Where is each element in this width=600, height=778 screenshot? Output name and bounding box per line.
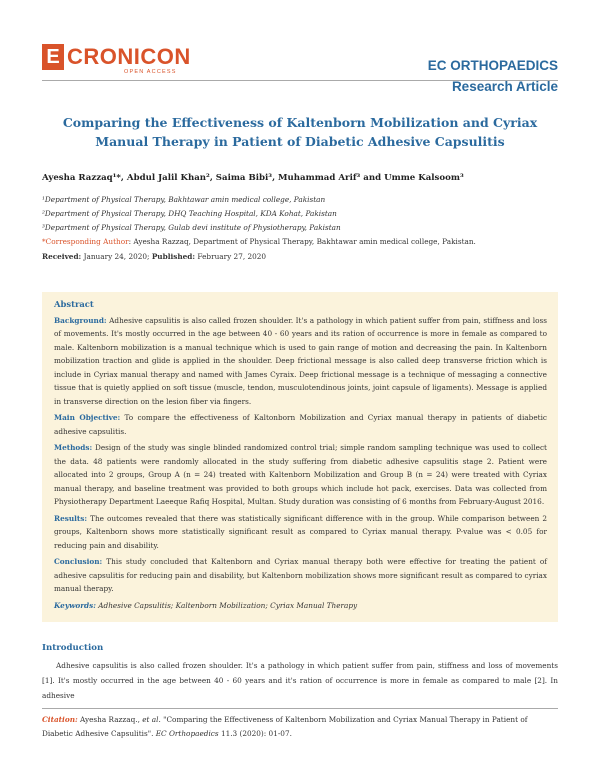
keywords-text: Adhesive Capsulitis; Kaltenborn Mobilization; Cyriax Manual Therapy bbox=[95, 600, 358, 610]
abstract-keywords bbox=[54, 599, 547, 613]
conclusion-label: Conclusion: bbox=[54, 557, 103, 566]
results-text: The outcomes revealed that there was statistically significant difference with in the group. While comparison between 2 groups, Kaltenborn shows more statistically significant result as compared to Cyriax manual therapy. P-value was < 0.05 for reducing pain and disability. bbox=[54, 513, 547, 550]
received-date: January 24, 2020; bbox=[81, 252, 150, 261]
abstract-background bbox=[54, 314, 547, 409]
introduction-heading: Introduction bbox=[42, 643, 104, 653]
abstract-results bbox=[54, 512, 547, 553]
logo-letter: E bbox=[42, 44, 64, 70]
author-list: Ayesha Razzaq¹*, Abdul Jalil Khan², Saima Bibi³, Muhammad Arif³ and Umme Kalsoom³ bbox=[42, 173, 464, 183]
affiliation-1: ¹Department of Physical Therapy, Bakhtawar amin medical college, Pakistan bbox=[42, 195, 326, 204]
objective-label: Main Objective: bbox=[54, 413, 121, 422]
keywords-label: Keywords: bbox=[54, 600, 96, 610]
abstract-heading: Abstract bbox=[54, 299, 94, 309]
affiliation-3: ³Department of Physical Therapy, Gulab devi institute of Physiotherapy, Pakistan bbox=[42, 223, 341, 232]
journal-name: EC ORTHOPAEDICS bbox=[427, 58, 558, 73]
published-label: Published: bbox=[151, 252, 196, 261]
article-type: Research Article bbox=[451, 79, 558, 94]
citation-text: "Comparing the Effectiveness of Kaltenborn Mobilization and Cyriax Manual Therapy in Patient of Diabetic Adhesive Capsulitis". bbox=[42, 715, 528, 738]
citation-journal: EC Orthopaedics bbox=[155, 728, 219, 738]
cronicon-logo bbox=[42, 44, 192, 74]
results-label: Results: bbox=[54, 513, 88, 523]
abstract-box bbox=[42, 292, 558, 622]
affiliation-2: ²Department of Physical Therapy, DHQ Teaching Hospital, KDA Kohat, Pakistan bbox=[42, 209, 337, 218]
published-date: February 27, 2020 bbox=[195, 252, 267, 261]
abstract-conclusion bbox=[54, 555, 547, 596]
paper-title: Comparing the Effectiveness of Kaltenborn Mobilization and Cyriax Manual Therapy in Patient of Diabetic Adhesive Capsulitis bbox=[62, 115, 538, 149]
abstract-objective bbox=[54, 411, 547, 438]
footer-divider bbox=[42, 708, 558, 709]
conclusion-text: This study concluded that Kaltenborn and Cyriax manual therapy both were effective for treating the patient of adhesive capsulitis for reducing pain and disability, but Kaltenborn mobilization shows more significant result as compared to cyriax manual therapy. bbox=[54, 557, 547, 593]
methods-label: Methods: bbox=[54, 443, 93, 452]
background-label: Background: bbox=[54, 315, 107, 325]
publication-dates bbox=[42, 252, 266, 261]
corresponding-text: : Ayesha Razzaq, Department of Physical Therapy, Bakhtawar amin medical college, Pakistan. bbox=[128, 237, 476, 246]
objective-text: To compare the effectiveness of Kaltonborn Mobilization and Cyriax manual therapy in patients of diabetic adhesive capsulitis. bbox=[54, 413, 548, 436]
introduction-text: Adhesive capsulitis is also called frozen shoulder. It's a pathology in which patient suffer from pain, stiffness and loss of movements [1]. It's mostly occurred in the age between 40 - 60 years and it's ration of occurrence is more in female as compared to male [2]. In adhesive bbox=[42, 661, 558, 700]
logo-subtitle: OPEN ACCESS bbox=[124, 69, 177, 75]
citation-author: Ayesha Razzaq., bbox=[77, 715, 143, 724]
citation-label: Citation: bbox=[42, 715, 78, 724]
background-text: Adhesive capsulitis is also called frozen shoulder. It's a pathology in which patient suffer from pain, stiffness and loss of movements. It's mostly occurred in the age between 40 - 60 years and its ration of occurrence is more in female as compared to male. Kaltenborn mobilization is a manual technique which is used to gain range of motion and decreasing the pain. In Kaltenborn mobilization traction and glide is applied in the shoulder. Deep frictional message is also called deep transverse friction which is include in Cyriax manual therapy and named with James Cyraix. Deep frictional message is a technique of messaging a connective tissue that is quietly applied on soft tissue (muscle, tendon, musculotendinous joints, joint capsule of ligaments). Message is applied in transverse direction on the lesion fiber via fingers. bbox=[54, 315, 547, 406]
abstract-methods bbox=[54, 441, 547, 509]
corresponding-label: *Corresponding Author bbox=[42, 237, 129, 246]
received-label: Received: bbox=[42, 252, 82, 261]
citation-volume: 11.3 (2020): 01-07. bbox=[218, 728, 292, 738]
logo-word: CRONICON bbox=[67, 44, 191, 69]
corresponding-author bbox=[42, 237, 476, 246]
citation bbox=[42, 713, 558, 740]
citation-etal: et al. bbox=[142, 715, 161, 724]
methods-text: Design of the study was single blinded randomized control trial; simple random sampling technique was used to collect the data. 48 patients were randomly allocated in the study suffering from diabetic adhesive capsulitis stage 2. Patient were allocated into 2 groups, Group A (n = 24) treated with Kaltenborn Mobilization and Group B (n = 24) were treated with Cyriax manual therapy, and baseline treatment was provided to both groups which include hot pack, exercises. Data was collected from Physiotherapy Department Laeeque Rafiq Hospital, Multan. Study duration was consisting of 6 months from February-August 2016. bbox=[54, 443, 547, 506]
